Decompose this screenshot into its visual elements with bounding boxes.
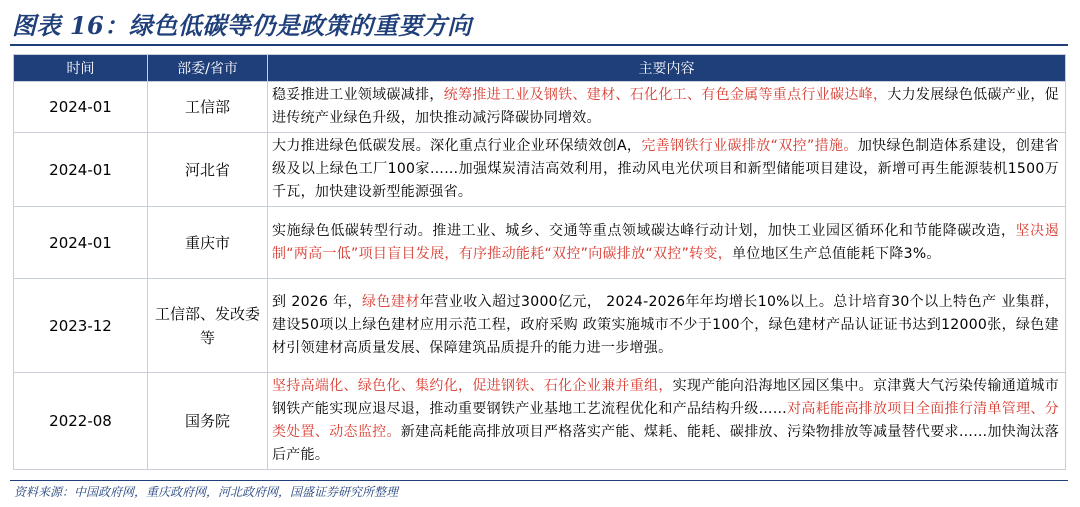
content-text: 实现产能向沿海地区园区集中。京津冀大气污染传输通道城市钢铁产能实现应退尽退，推动重要钢铁产业基地工艺流程优化和产品结构升级…… (272, 378, 1059, 417)
content-text: 加快绿色制造体系建设，创建省级及以上绿色工厂100家……加强煤炭清洁高效利用，推动风电光伏项目和新型储能项目建设，新增可再生能源装机1500万千瓦，加快建设新型能源强省。 (272, 138, 1059, 200)
cell-time: 2024-01 (14, 82, 148, 133)
header-time: 时间 (14, 55, 148, 82)
table-body (14, 82, 1066, 470)
content-text: 新建高耗能高排放项目严格落实产能、煤耗、能耗、碳排放、污染物排放等减量替代要求……加快淘汰落后产能。 (272, 424, 1060, 463)
cell-content (268, 82, 1066, 133)
highlighted-text: 坚持高端化、绿色化、集约化，促进钢铁、石化企业兼并重组， (272, 378, 673, 394)
cell-dept: 河北省 (148, 133, 268, 207)
table-row (14, 133, 1066, 207)
header-content: 主要内容 (268, 55, 1066, 82)
cell-dept: 工信部 (148, 82, 268, 133)
content-text: 实施绿色低碳转型行动。推进工业、城乡、交通等重点领域碳达峰行动计划，加快工业园区循环化和节能降碳改造， (272, 222, 1016, 239)
figure-title: 图表 16：绿色低碳等仍是政策的重要方向 (12, 11, 472, 40)
cell-dept: 重庆市 (148, 207, 268, 279)
content-text: 大力推进绿色低碳发展。深化重点行业企业环保绩效创A， (272, 138, 642, 154)
cell-dept: 工信部、发改委等 (148, 279, 268, 373)
cell-content (268, 373, 1066, 470)
source-divider (10, 480, 1068, 481)
header-dept: 部委/省市 (148, 55, 268, 82)
highlighted-text: 完善钢铁行业碳排放“双控”措施。 (641, 138, 858, 154)
content-text: 到 2026 年， (272, 294, 363, 310)
cell-time: 2024-01 (14, 207, 148, 279)
cell-content (268, 133, 1066, 207)
table-row (14, 207, 1066, 279)
policy-table (13, 54, 1066, 470)
table-row (14, 82, 1066, 133)
cell-time: 2023-12 (14, 279, 148, 373)
title-divider (10, 44, 1068, 46)
cell-content (268, 279, 1066, 373)
highlighted-text: 对高耗能高排放项目全面推行清单管理、分类处置、动态监控。 (272, 401, 1059, 440)
content-text: 单位地区生产总值能耗下降3%。 (732, 245, 941, 262)
table-row (14, 373, 1066, 470)
highlighted-text: 坚决遏制“两高一低”项目盲目发展，有序推动能耗“双控”向碳排放“双控”转变， (272, 222, 1060, 262)
cell-content (268, 207, 1066, 279)
content-text: 年营业收入超过3000亿元， 2024-2026年年均增长10%以上。总计培育30个以上特色产 业集群，建设50项以上绿色建材应用示范工程，政府采购 政策实施城市不少于100个，绿色建材产品认证证书达到12000张，绿色建材引领建材高质量发展、保障建筑品质提升的能力进一步增强。 (272, 294, 1059, 356)
content-text: 稳妥推进工业领域碳减排， (272, 87, 444, 103)
cell-time: 2024-01 (14, 133, 148, 207)
highlighted-text: 绿色建材 (362, 294, 420, 310)
cell-time: 2022-08 (14, 373, 148, 470)
table-row (14, 279, 1066, 373)
cell-dept: 国务院 (148, 373, 268, 470)
content-text: 大力发展绿色低碳产业，促进传统产业绿色升级，加快推动减污降碳协同增效。 (272, 87, 1059, 126)
table-header-row (14, 55, 1066, 82)
source-note: 资料来源：中国政府网，重庆政府网，河北政府网，国盛证券研究所整理 (14, 485, 399, 499)
highlighted-text: 统筹推进工业及钢铁、建材、石化化工、有色金属等重点行业碳达峰， (443, 87, 888, 103)
